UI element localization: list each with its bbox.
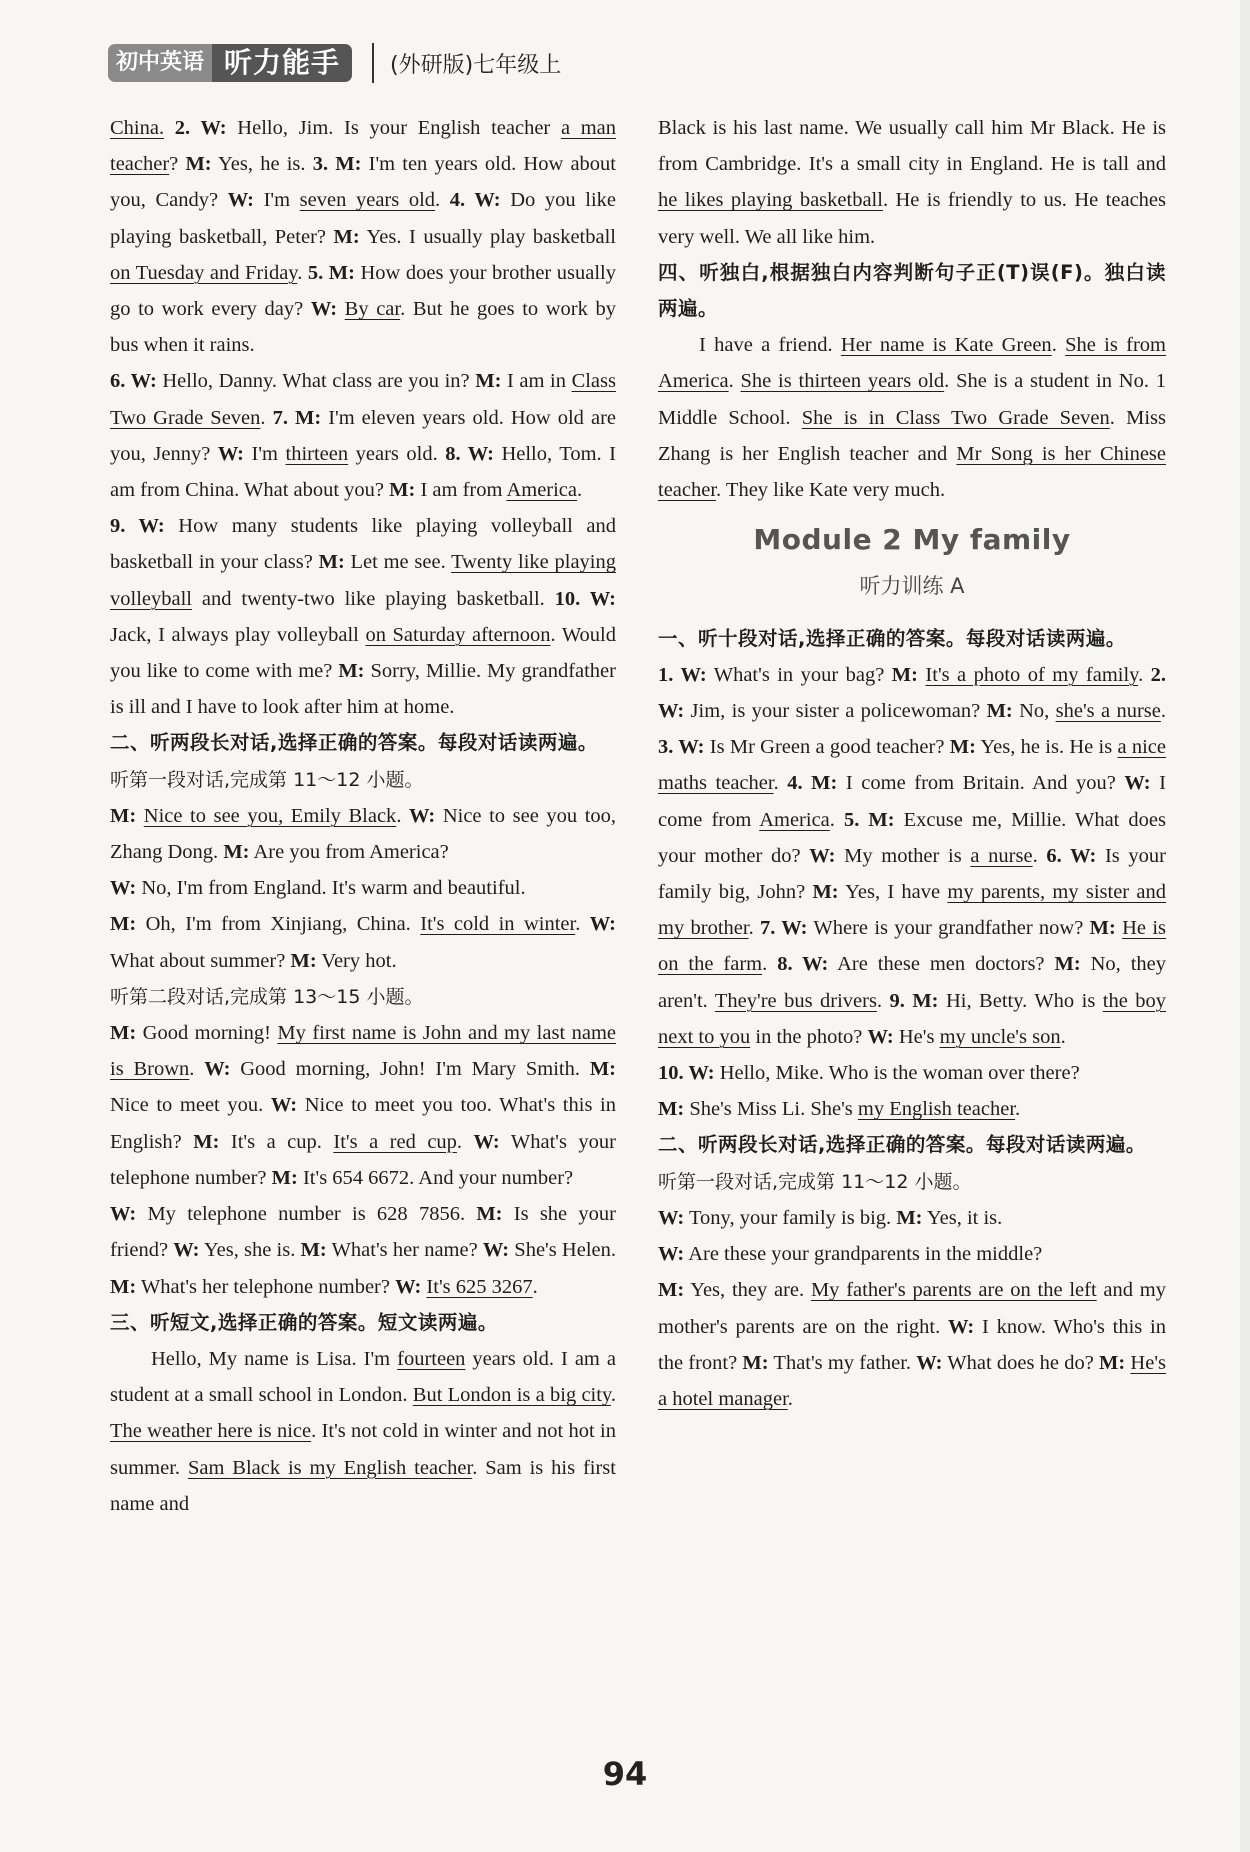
- logo-part-2: 听力能手: [212, 44, 352, 82]
- speaker-label: W:: [473, 1130, 500, 1153]
- text-run: It's 654 6672. And your number?: [297, 1166, 574, 1189]
- speaker-label: 10. W:: [554, 587, 616, 610]
- text-run: .: [610, 1384, 616, 1407]
- speaker-label: M:: [658, 1279, 685, 1302]
- text-run: Black is his last name. We usually call him Mr Black. He is from Cambridge. It's a small city in England. He is tall and: [658, 117, 1166, 176]
- text-run: in the photo?: [750, 1025, 868, 1048]
- text-run: Are you from America?: [249, 841, 449, 864]
- answer-underline: America: [759, 808, 830, 831]
- speaker-label: 5. M:: [307, 261, 355, 284]
- text-run: How many students like playing volleyball and basketball in your class?: [110, 515, 616, 574]
- speaker-label: M:: [110, 1275, 137, 1298]
- speaker-label: W:: [916, 1351, 943, 1374]
- text-run: Hello, Jim. Is your English teacher: [226, 117, 561, 139]
- speaker-label: M:: [290, 949, 317, 972]
- text-run: . He is friendly to us. He teaches very well. We all like him.: [658, 189, 1166, 248]
- text-run: My telephone number is 628 7856.: [136, 1203, 477, 1226]
- text-run: I'm: [244, 442, 286, 465]
- text-run: . But he goes to work by bus when it rains.: [110, 298, 616, 357]
- speaker-label: 9. M:: [889, 989, 939, 1012]
- speaker-label: 3. W:: [658, 736, 705, 759]
- text-run: She's Miss Li. She's: [684, 1098, 858, 1121]
- speaker-label: W:: [217, 442, 245, 465]
- speaker-label: M:: [986, 700, 1013, 723]
- speaker-label: W:: [867, 1025, 894, 1048]
- answer-underline: Sam Black is my English teacher: [187, 1456, 473, 1479]
- text-run: No, they aren't.: [658, 953, 1166, 1012]
- speaker-label: M:: [896, 1206, 923, 1229]
- speaker-label: W:: [110, 1203, 137, 1226]
- speaker-label: M:: [333, 225, 360, 248]
- text-run: How does your brother usually go to work every day?: [110, 261, 616, 321]
- dialogue-paragraph: [658, 1236, 1166, 1272]
- text-run: I know. Who's this in the front?: [658, 1315, 1166, 1374]
- passage-paragraph: [658, 110, 1166, 255]
- text-run: Do you like playing basketball, Peter?: [110, 189, 617, 248]
- text-run: .: [1051, 334, 1066, 357]
- speaker-label: 9. W:: [110, 515, 165, 538]
- speaker-label: M:: [891, 663, 918, 686]
- answer-underline: He is on the farm: [658, 917, 1166, 976]
- section-heading: 二、听两段长对话,选择正确的答案。每段对话读两遍。: [110, 731, 598, 755]
- text-run: Are these men doctors?: [828, 953, 1055, 976]
- speaker-label: 6. W:: [110, 370, 157, 393]
- dialogue-paragraph: [658, 657, 1166, 1055]
- answer-underline: a nice maths teacher: [658, 736, 1167, 795]
- text-run: . Miss Zhang is her English teacher and: [658, 406, 1167, 465]
- speaker-label: M:: [110, 1022, 137, 1045]
- text-run: I come from Britain. And you?: [837, 772, 1125, 795]
- text-run: Nice to see you too, Zhang Dong.: [110, 804, 617, 864]
- dialogue-paragraph: [110, 110, 616, 363]
- speaker-label: M:: [742, 1351, 769, 1374]
- speaker-label: W:: [310, 298, 338, 321]
- text-run: . They like Kate very much.: [716, 479, 946, 502]
- text-run: That's my father.: [768, 1351, 917, 1374]
- text-run: .: [1160, 700, 1166, 723]
- speaker-label: 10. W:: [658, 1062, 715, 1085]
- speaker-label: W:: [204, 1058, 231, 1081]
- answer-underline: It's cold in winter: [420, 913, 576, 936]
- passage-paragraph: [110, 1341, 616, 1522]
- text-run: Oh, I'm from Xinjiang, China.: [136, 913, 421, 936]
- text-run: .: [575, 913, 590, 936]
- text-run: .: [829, 808, 844, 831]
- speaker-label: M:: [475, 370, 502, 393]
- speaker-label: M:: [476, 1203, 503, 1226]
- speaker-label: M:: [1054, 953, 1081, 976]
- answer-underline: Class Two Grade Seven: [110, 370, 616, 429]
- page-edge-strip: [1240, 0, 1250, 1852]
- speaker-label: 1. W:: [658, 663, 707, 686]
- page-header: [108, 40, 561, 86]
- speaker-label: W:: [589, 913, 616, 936]
- speaker-label: M:: [1099, 1351, 1126, 1374]
- text-run: Good morning, John! I'm Mary Smith.: [230, 1058, 590, 1081]
- text-run: .: [297, 261, 308, 284]
- monologue-paragraph: [658, 327, 1166, 508]
- text-run: I'm eleven years old. How old are you, Jenny?: [110, 406, 616, 465]
- dialogue-paragraph: [658, 1091, 1166, 1127]
- text-run: I'm: [253, 189, 300, 212]
- text-run: Is she your friend?: [110, 1203, 616, 1262]
- speaker-label: 2. W:: [658, 663, 1167, 723]
- text-run: Hello, Tom. I am from China. What about you?: [110, 442, 616, 502]
- speaker-label: M:: [318, 551, 345, 574]
- answer-underline: seven years old: [299, 189, 436, 212]
- speaker-label: W:: [110, 877, 137, 900]
- speaker-label: W:: [482, 1239, 510, 1262]
- answer-underline: fourteen: [397, 1347, 466, 1370]
- text-run: Jim, is your sister a policewoman?: [684, 700, 987, 723]
- section-heading: 二、听两段长对话,选择正确的答案。每段对话读两遍。: [658, 1133, 1146, 1157]
- speaker-label: M:: [223, 841, 250, 864]
- text-run: No,: [1012, 700, 1056, 723]
- speaker-label: M:: [338, 660, 365, 683]
- text-run: Nice to meet you too. What's this in English?: [110, 1094, 617, 1153]
- answer-underline: She is from America: [658, 334, 1166, 393]
- speaker-label: W:: [658, 1243, 685, 1266]
- speaker-label: 7. M:: [272, 406, 322, 429]
- answer-underline: my parents, my sister and my brother: [658, 881, 1166, 940]
- text-run: What's in your bag?: [706, 663, 892, 686]
- text-run: He's: [893, 1025, 940, 1048]
- answer-underline: It's a red cup: [333, 1130, 457, 1153]
- text-run: Hello, Danny. What class are you in?: [156, 370, 476, 393]
- text-run: Nice to meet you.: [110, 1094, 271, 1117]
- header-divider: [372, 43, 374, 83]
- text-run: .: [728, 370, 741, 393]
- right-column: [658, 110, 1166, 1417]
- dialogue-note: 听第二段对话,完成第 13～15 小题。: [110, 985, 424, 1008]
- answer-underline: on Tuesday and Friday: [110, 261, 298, 284]
- text-run: Sorry, Millie. My grandfather is ill and I have to look after him at home.: [110, 660, 616, 719]
- left-column: [110, 110, 616, 1522]
- answer-underline: She is thirteen years old: [740, 370, 945, 393]
- text-run: ?: [169, 153, 186, 176]
- text-run: She's Helen.: [509, 1239, 616, 1262]
- answer-underline: America: [506, 479, 578, 502]
- speaker-label: 4. W:: [449, 189, 501, 212]
- logo-part-1: 初中英语: [108, 44, 212, 82]
- speaker-label: M:: [389, 479, 416, 502]
- text-run: years old. I am a student at a small school in London.: [110, 1347, 616, 1407]
- text-run: Excuse me, Millie. What does your mother do?: [658, 808, 1166, 867]
- text-run: I am from: [415, 479, 507, 502]
- text-run: I am in: [501, 370, 572, 393]
- text-run: What about summer?: [110, 949, 291, 972]
- text-run: .: [396, 804, 410, 827]
- text-run: Good morning!: [136, 1022, 278, 1045]
- speaker-label: M:: [1089, 917, 1116, 940]
- text-run: years old.: [348, 442, 446, 465]
- dialogue-paragraph: [658, 1200, 1166, 1236]
- answer-underline: They're bus drivers: [714, 989, 877, 1012]
- speaker-label: M:: [271, 1166, 298, 1189]
- text-run: . She is a student in No. 1 Middle School.: [658, 370, 1166, 429]
- answer-underline: on Saturday afternoon: [365, 623, 551, 646]
- text-run: I have a friend.: [699, 334, 841, 357]
- text-run: .: [456, 1130, 474, 1153]
- text-run: Is Mr Green a good teacher?: [704, 736, 950, 759]
- dialogue-note: 听第一段对话,完成第 11～12 小题。: [110, 768, 424, 791]
- text-run: Let me see.: [344, 551, 452, 574]
- answer-underline: my English teacher: [857, 1098, 1016, 1121]
- text-run: What's her telephone number?: [136, 1275, 396, 1298]
- speaker-label: 7. W:: [759, 917, 808, 940]
- text-run: .: [773, 772, 788, 795]
- text-run: .: [532, 1275, 538, 1298]
- dialogue-paragraph: [110, 508, 616, 725]
- text-run: Yes, she is.: [199, 1239, 301, 1262]
- speaker-label: W:: [948, 1315, 975, 1338]
- answer-underline: She is in Class Two Grade Seven: [801, 406, 1110, 429]
- edition-label: (外研版)七年级上: [390, 52, 562, 78]
- text-run: What's your telephone number?: [110, 1130, 616, 1189]
- answer-underline: He's a hotel manager: [658, 1351, 1166, 1410]
- text-run: .: [577, 479, 583, 502]
- text-run: .: [1032, 844, 1047, 867]
- answer-underline: the boy next to you: [658, 989, 1167, 1048]
- text-run: Jack, I always play volleyball: [110, 623, 366, 646]
- speaker-label: 2. W:: [174, 117, 227, 139]
- answer-underline: Twenty like playing volleyball: [110, 551, 616, 610]
- dialogue-paragraph: [110, 870, 616, 906]
- speaker-label: M:: [110, 804, 137, 827]
- speaker-label: 4. M:: [787, 772, 838, 795]
- text-run: . Would you like to come with me?: [110, 623, 616, 683]
- text-run: .: [260, 406, 273, 429]
- text-run: What's her name?: [326, 1239, 483, 1262]
- answer-underline: The weather here is nice: [110, 1420, 312, 1443]
- speaker-label: M:: [110, 913, 137, 936]
- dialogue-note: 听第一段对话,完成第 11～12 小题。: [658, 1170, 972, 1193]
- text-run: Yes, I have: [838, 881, 948, 904]
- answer-underline: My father's parents are on the left: [810, 1279, 1097, 1302]
- dialogue-paragraph: [110, 798, 616, 870]
- answer-underline: she's a nurse: [1055, 700, 1161, 723]
- text-run: Hello, My name is Lisa. I'm: [151, 1347, 398, 1370]
- text-run: Yes, it is.: [922, 1206, 1003, 1229]
- section-heading: 一、听十段对话,选择正确的答案。每段对话读两遍。: [658, 626, 1126, 650]
- text-run: It's a cup.: [219, 1130, 334, 1153]
- text-run: [164, 117, 175, 139]
- speaker-label: M:: [949, 736, 976, 759]
- text-run: Yes, he is.: [211, 153, 313, 176]
- text-run: Is your family big, John?: [658, 844, 1166, 904]
- text-run: Hi, Betty. Who is: [938, 989, 1103, 1012]
- speaker-label: W:: [1124, 772, 1151, 795]
- answer-underline: Mr Song is her Chinese teacher: [658, 442, 1166, 502]
- answer-underline: But London is a big city: [412, 1384, 611, 1407]
- text-run: . It's not cold in winter and not hot in summer.: [110, 1420, 617, 1479]
- text-run: Yes. I usually play basketball: [359, 225, 616, 248]
- speaker-label: W:: [658, 1206, 685, 1229]
- series-logo: [108, 44, 352, 82]
- answer-underline: thirteen: [285, 442, 349, 465]
- text-run: Very hot.: [316, 949, 397, 972]
- speaker-label: 8. W:: [777, 953, 829, 976]
- speaker-label: 8. W:: [445, 442, 494, 465]
- text-run: and my mother's parents are on the right.: [658, 1279, 1167, 1338]
- text-run: Are these your grandparents in the middle?: [684, 1243, 1043, 1266]
- text-run: .: [1015, 1098, 1021, 1121]
- text-run: and twenty-two like playing basketball.: [191, 587, 555, 610]
- dialogue-paragraph: [658, 1055, 1166, 1091]
- speaker-label: W:: [173, 1239, 200, 1262]
- text-run: .: [762, 953, 778, 976]
- speaker-label: M:: [812, 881, 839, 904]
- text-run: .: [748, 917, 760, 940]
- answer-underline: My first name is John and my last name is Brown: [110, 1022, 616, 1081]
- text-run: .: [787, 1387, 793, 1410]
- answer-underline: It's 625 3267: [426, 1275, 533, 1298]
- speaker-label: M:: [185, 153, 212, 176]
- answer-underline: my uncle's son: [939, 1025, 1061, 1048]
- answer-underline: Her name is Kate Green: [840, 334, 1052, 357]
- text-run: .: [1138, 663, 1151, 686]
- text-run: [136, 805, 144, 827]
- dialogue-paragraph: [110, 906, 616, 978]
- dialogue-paragraph: [110, 1015, 616, 1196]
- dialogue-paragraph: [658, 1272, 1166, 1417]
- text-run: Yes, they are.: [684, 1279, 811, 1302]
- text-run: Where is your grandfather now?: [807, 917, 1090, 940]
- speaker-label: 6. W:: [1046, 844, 1097, 867]
- page-number: 94: [602, 1755, 648, 1793]
- answer-underline: It's a photo of my family: [925, 663, 1139, 686]
- speaker-label: M:: [589, 1058, 616, 1081]
- text-run: .: [1060, 1025, 1066, 1048]
- speaker-label: W:: [227, 189, 254, 212]
- answer-underline: he likes playing basketball: [658, 189, 883, 212]
- answer-underline: China.: [110, 117, 165, 139]
- dialogue-paragraph: [110, 363, 616, 508]
- text-run: .: [876, 989, 890, 1012]
- module-title: Module 2 My family: [753, 523, 1071, 557]
- text-run: .: [435, 189, 450, 212]
- speaker-label: 3. M:: [312, 153, 362, 176]
- text-run: I'm ten years old. How about you, Candy?: [110, 153, 616, 212]
- answer-underline: By car: [344, 298, 401, 321]
- answer-underline: a nurse: [970, 844, 1033, 867]
- text-run: No, I'm from England. It's warm and beautiful.: [136, 877, 526, 900]
- speaker-label: M:: [193, 1130, 220, 1153]
- text-run: What does he do?: [942, 1351, 1100, 1374]
- speaker-label: W:: [809, 844, 836, 867]
- module-subtitle: 听力训练 A: [859, 574, 965, 599]
- dialogue-paragraph: [110, 1196, 616, 1305]
- text-run: My mother is: [835, 844, 971, 867]
- section-heading: 四、听独白,根据独白内容判断句子正(T)误(F)。独白读两遍。: [658, 260, 1166, 321]
- speaker-label: W:: [409, 804, 436, 827]
- text-run: Tony, your family is big.: [684, 1206, 897, 1229]
- text-run: Yes, he is. He is: [975, 736, 1118, 759]
- speaker-label: M:: [658, 1098, 685, 1121]
- answer-underline: Nice to see you, Emily Black: [143, 804, 397, 827]
- answer-underline: a man teacher: [110, 117, 616, 176]
- speaker-label: W:: [395, 1275, 422, 1298]
- text-run: . Sam is his first name and: [110, 1456, 616, 1515]
- section-heading: 三、听短文,选择正确的答案。短文读两遍。: [110, 1310, 498, 1334]
- text-run: .: [189, 1058, 205, 1081]
- speaker-label: M:: [300, 1239, 327, 1262]
- text-run: I come from: [658, 772, 1166, 831]
- text-run: [337, 298, 345, 320]
- text-run: Hello, Mike. Who is the woman over there?: [714, 1062, 1080, 1085]
- speaker-label: W:: [270, 1094, 298, 1117]
- speaker-label: 5. M:: [843, 808, 895, 831]
